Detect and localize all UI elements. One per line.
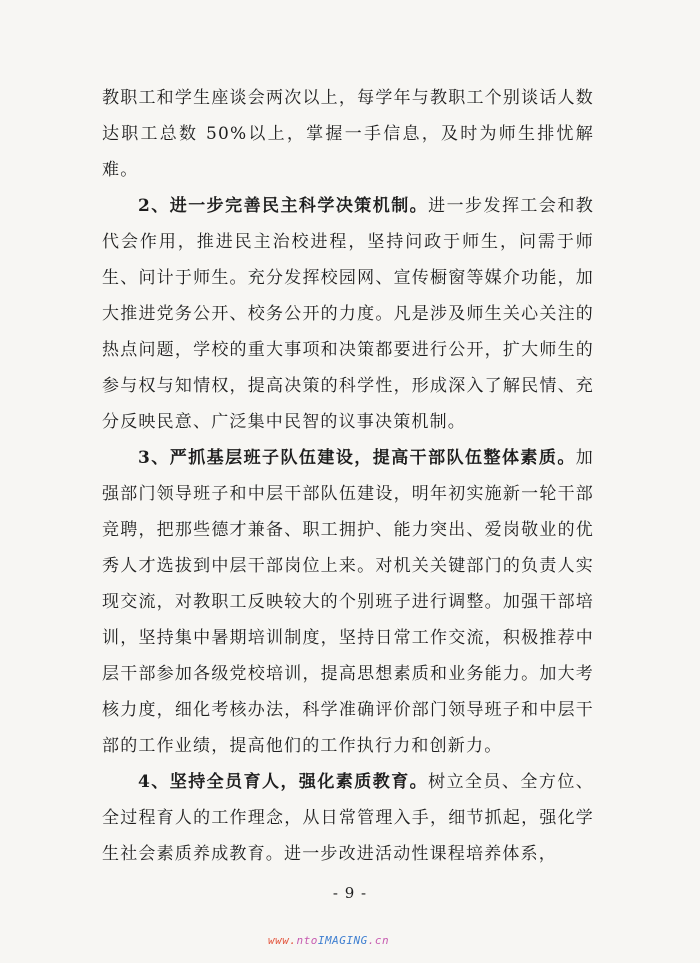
paragraph-4-heading: 4、坚持全员育人，强化素质教育。 (138, 772, 429, 792)
paragraph-3-heading: 3、严抓基层班子队伍建设，提高干部队伍整体素质。 (138, 448, 576, 468)
paragraph-2 (102, 188, 594, 440)
paragraph-2-text: 进一步发挥工会和教代会作用，推进民主治校进程，坚持问政于师生，问需于师生、问计于师生。充分发挥校园网、宣传橱窗等媒介功能，加大推进党务公开、校务公开的力度。凡是涉及师生关心关注的热点问题，学校的重大事项和决策都要进行公开，扩大师生的参与权与知情权，提高决策的科学性，形成深入了解民情、充分反映民意、广泛集中民智的议事决策机制。 (102, 196, 594, 432)
page-number: - 9 - (332, 884, 368, 902)
paragraph-1 (102, 80, 594, 188)
watermark-part-2: nto (296, 934, 318, 947)
paragraph-2-heading: 2、进一步完善民主科学决策机制。 (138, 196, 429, 216)
paragraph-3 (102, 440, 594, 764)
document-body (102, 80, 594, 872)
paragraph-4 (102, 764, 594, 872)
paragraph-3-text: 加强部门领导班子和中层干部队伍建设，明年初实施新一轮干部竞聘，把那些德才兼备、职工拥护、能力突出、爱岗敬业的优秀人才选拔到中层干部岗位上来。对机关关键部门的负责人实现交流，对教职工反映较大的个别班子进行调整。加强干部培训，坚持集中暑期培训制度，坚持日常工作交流，积极推荐中层干部参加各级党校培训，提高思想素质和业务能力。加大考核力度，细化考核办法，科学准确评价部门领导班子和中层干部的工作业绩，提高他们的工作执行力和创新力。 (102, 448, 594, 756)
paragraph-1-text: 教职工和学生座谈会两次以上，每学年与教职工个别谈话人数达职工总数 50%以上，掌握一手信息，及时为师生排忧解难。 (102, 88, 594, 180)
watermark-part-4: .cn (367, 934, 390, 947)
site-watermark (268, 934, 389, 947)
watermark-part-3: IMAGING (317, 934, 368, 947)
watermark-part-1: www. (268, 934, 297, 947)
paragraph-4-text: 树立全员、全方位、全过程育人的工作理念，从日常管理入手，细节抓起，强化学生社会素质养成教育。进一步改进活动性课程培养体系， (102, 772, 594, 864)
